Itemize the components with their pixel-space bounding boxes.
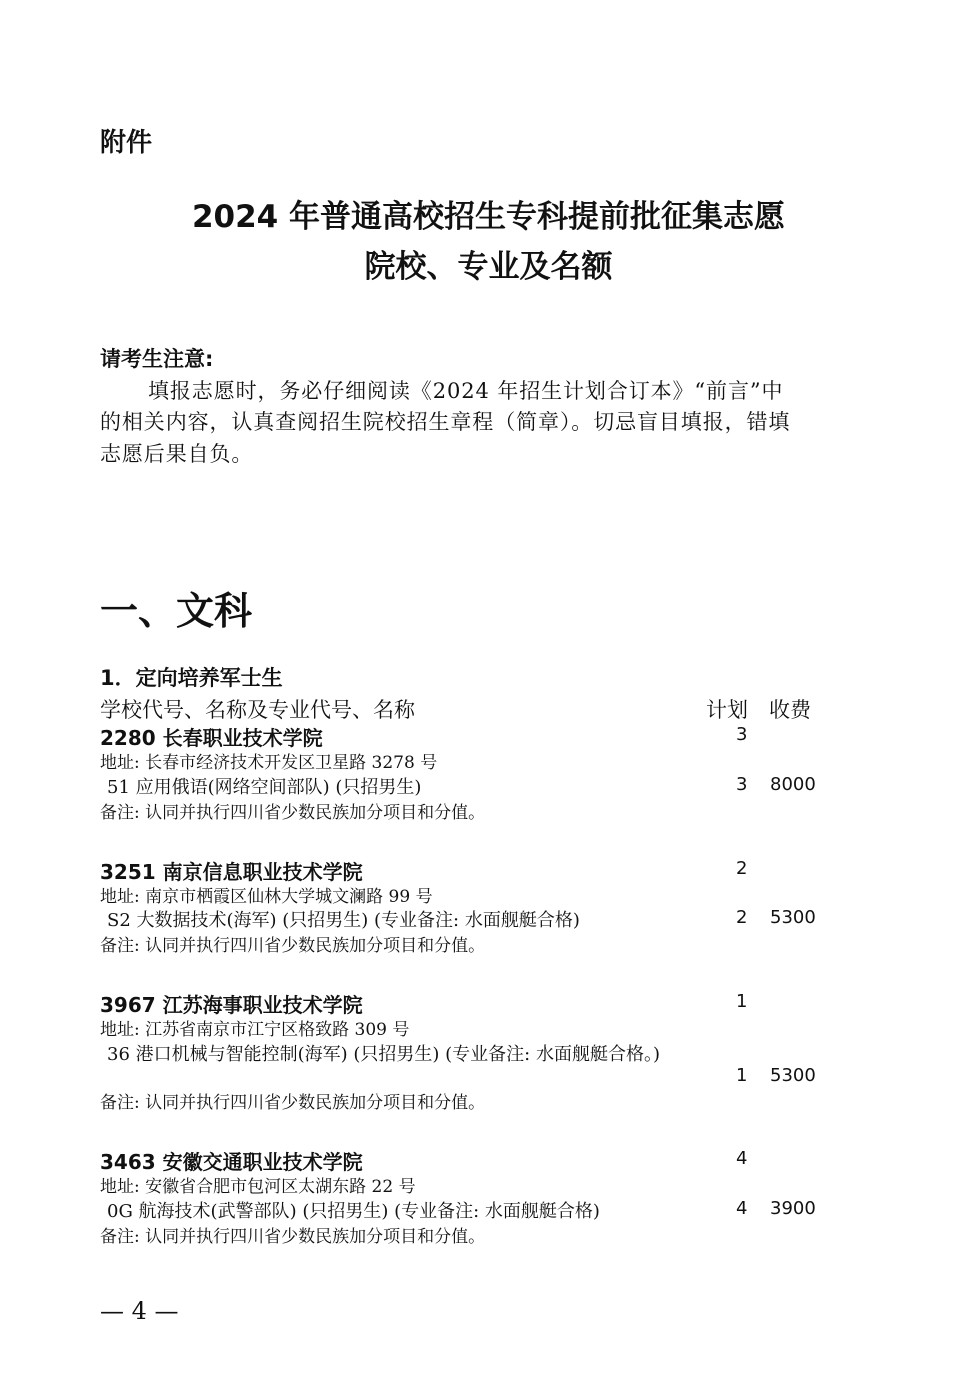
school-address: 地址: 长春市经济技术开发区卫星路 3278 号 [100,753,438,773]
column-header-fee: 收费 [769,698,811,722]
school-address: 地址: 安徽省合肥市包河区太湖东路 22 号 [100,1177,416,1197]
school-note: 备注: 认同并执行四川省少数民族加分项目和分值。 [100,1093,486,1113]
major-entry: 36 港口机械与智能控制(海军) (只招男生) (专业备注: 水面舰艇合格。) [107,1044,660,1065]
category-title: 1．定向培养军士生 [100,666,283,690]
major-fee: 5300 [770,907,816,928]
notice-line: 志愿后果自负。 [100,442,254,466]
school-name: 3967 江苏海事职业技术学院 [100,993,363,1017]
major-plan: 1 [736,1065,748,1086]
major-entry: 0G 航海技术(武警部队) (只招男生) (专业备注: 水面舰艇合格) [107,1201,600,1222]
section-title: 一、文科 [100,589,253,633]
major-fee: 5300 [770,1065,816,1086]
school-note: 备注: 认同并执行四川省少数民族加分项目和分值。 [100,936,486,956]
major-fee: 3900 [770,1198,816,1219]
major-fee: 8000 [770,774,816,795]
document-title-line-1: 2024 年普通高校招生专科提前批征集志愿 [191,199,786,235]
school-note: 备注: 认同并执行四川省少数民族加分项目和分值。 [100,803,486,823]
school-name: 2280 长春职业技术学院 [100,726,323,750]
school-plan: 3 [736,724,748,745]
school-plan: 1 [736,991,748,1012]
school-name: 3251 南京信息职业技术学院 [100,860,363,884]
column-header-plan: 计划 [706,698,748,722]
document-title-line-2: 院校、专业及名额 [364,249,613,285]
notice-line: 填报志愿时，务必仔细阅读《2024 年招生计划合订本》“前言”中 [148,379,784,403]
school-note: 备注: 认同并执行四川省少数民族加分项目和分值。 [100,1227,486,1247]
school-plan: 4 [736,1148,748,1169]
notice-line: 的相关内容，认真查阅招生院校招生章程（简章）。切忌盲目填报，错填 [100,410,791,434]
school-plan: 2 [736,858,748,879]
major-entry: 51 应用俄语(网络空间部队) (只招男生) [107,777,422,798]
page-number: — 4 — [100,1297,179,1325]
notice-heading: 请考生注意: [100,347,214,371]
major-entry: S2 大数据技术(海军) (只招男生) (专业备注: 水面舰艇合格) [107,910,580,931]
school-name: 3463 安徽交通职业技术学院 [100,1150,363,1174]
attachment-label: 附件 [100,128,153,158]
column-header-name: 学校代号、名称及专业代号、名称 [100,698,415,722]
major-plan: 2 [736,907,748,928]
school-address: 地址: 江苏省南京市江宁区格致路 309 号 [100,1020,410,1040]
major-plan: 4 [736,1198,748,1219]
major-plan: 3 [736,774,748,795]
school-address: 地址: 南京市栖霞区仙林大学城文澜路 99 号 [100,887,433,907]
